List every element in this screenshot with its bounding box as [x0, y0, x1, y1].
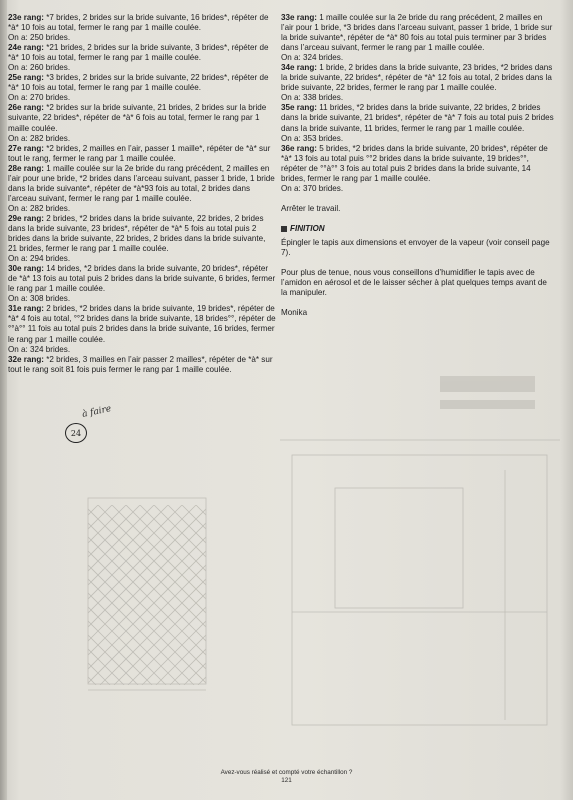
row-instruction [281, 63, 554, 103]
row-text: 1 maille coulée sur la 2e bride du rang précédent, 2 mailles en l’air pour 1 bride, *3 brides dans l’arceau suivant, passer 1 bride, 1 bride sur la bride suivante*, répéter de *à* 80 fois au total puis terminer par 3 brides dans l’arceau suivant, fermer le rang par 1 maille coulée. [281, 13, 553, 53]
footer-question: Avez-vous réalisé et compté votre échantillon ? [220, 769, 353, 776]
row-label: 27e rang: [8, 143, 44, 153]
row-total: On a: 250 brides. [8, 33, 71, 43]
row-total: On a: 353 brides. [281, 133, 344, 143]
row-total: On a: 294 brides. [8, 254, 71, 264]
row-total: On a: 338 brides. [281, 93, 344, 103]
row-label: 32e rang: [8, 354, 44, 364]
row-text: 2 brides, *2 brides dans la bride suivante, 19 brides*, répéter de *à* 4 fois au total, °°2 brides dans la bride suivante, 18 brides°°, répéter de °°à°° 11 fois au total puis 2 brides dans la bride suivante, 16 brides, fermer le rang par 1 maille coulée. [8, 304, 276, 344]
row-text: *7 brides, 2 brides sur la bride suivante, 16 brides*, répéter de *à* 10 fois au total, fermer le rang par 1 maille coulée. [8, 13, 269, 33]
row-total: On a: 324 brides. [8, 344, 71, 354]
row-text: 14 brides, *2 brides dans la bride suivante, 20 brides*, répéter de *à* 13 fois au total puis 2 brides dans la bride suivante, 6 brides, fermer le rang par 1 maille coulée. [8, 264, 276, 294]
row-total: On a: 270 brides. [8, 93, 71, 103]
row-instruction [8, 13, 276, 43]
row-total: On a: 308 brides. [8, 294, 71, 304]
row-text: *3 brides, 2 brides sur la bride suivante, 22 brides*, répéter de *à* 10 fois au total, fermer le rang par 1 maille coulée. [8, 73, 269, 93]
row-text: *2 brides, 3 mailles en l’air passer 2 mailles*, répéter de *à* sur tout le rang soit 81 fois puis fermer le rang par 1 maille coulée. [8, 354, 273, 374]
row-text: 11 brides, *2 brides dans la bride suivante, 22 brides, 2 brides dans la bride suivante, 21 brides*, répéter de *à* 7 fois au total puis 2 brides dans la bride suivante, 11 brides, fermer le rang par 1 maille coulée. [281, 103, 554, 133]
row-label: 33e rang: [281, 13, 317, 22]
row-instruction [8, 43, 276, 73]
row-text: 5 brides, *2 brides dans la bride suivante, 20 brides*, répéter de *à* 13 fois au total puis °°2 brides dans la bride suivante, 19 brides°°, répéter de °°à°° 3 fois au total puis 2 brides dans la bride suivante, 14 brides, fermer le rang par 1 maille coulée. [281, 143, 548, 183]
row-total: On a: 260 brides. [8, 63, 71, 73]
row-label: 29e rang: [8, 213, 44, 223]
row-total: On a: 370 brides. [281, 183, 344, 193]
row-total: On a: 324 brides. [281, 53, 344, 63]
row-instruction [8, 304, 276, 354]
square-bullet-icon [281, 226, 287, 232]
row-total: On a: 282 brides. [8, 203, 71, 213]
author-name: Monika [281, 308, 308, 318]
finition-title: FINITION [290, 223, 325, 233]
page-number: 121 [281, 777, 292, 784]
row-instruction [8, 264, 276, 304]
row-instruction [8, 103, 276, 143]
instructions-right-column [281, 13, 554, 318]
finition-heading [281, 224, 554, 234]
row-text: 1 bride, 2 brides dans la bride suivante, 23 brides, *2 brides dans la bride suivante, 22 brides*, répéter de *à* 12 fois au total, 2 brides dans la bride suivante, 22 brides, fermer le rang par 1 maille coulée. [281, 63, 553, 93]
row-text: *21 brides, 2 brides sur la bride suivante, 3 brides*, répéter de *à* 10 fois au total, fermer le rang par 1 maille coulée. [8, 43, 269, 63]
row-label: 24e rang: [8, 43, 44, 53]
finition-paragraph-1: Épingler le tapis aux dimensions et envoyer de la vapeur (voir conseil page 7). [281, 237, 550, 257]
row-instruction [8, 144, 276, 164]
row-label: 26e rang: [8, 103, 44, 113]
row-label: 25e rang: [8, 73, 44, 83]
row-instruction [8, 73, 276, 103]
row-total: On a: 282 brides. [8, 133, 71, 143]
row-instruction [281, 13, 554, 63]
row-label: 31e rang: [8, 304, 44, 314]
row-label: 30e rang: [8, 264, 44, 274]
instructions-left-column [8, 13, 276, 375]
handwritten-note: à faire [81, 404, 113, 420]
row-instruction [8, 164, 276, 214]
row-text: *2 brides, 2 mailles en l’air, passer 1 maille*, répéter de *à* sur tout le rang, fermer le rang par 1 maille coulée. [8, 143, 271, 163]
row-label: 28e rang: [8, 163, 44, 173]
row-label: 36e rang: [281, 143, 317, 153]
row-instruction [281, 144, 554, 194]
handwritten-circled-number: 24 [65, 423, 87, 443]
finition-paragraph-2: Pour plus de tenue, nous vous conseillons d’humidifier le tapis avec de l’amidon en aérosol et de le laisser sécher à plat quelques temps avant de la manipuler. [281, 268, 547, 298]
row-label: 35e rang: [281, 103, 317, 113]
row-label: 23e rang: [8, 13, 44, 22]
row-instruction [8, 214, 276, 264]
stop-work-text: Arrêter le travail. [281, 203, 341, 213]
row-text: *2 brides sur la bride suivante, 21 brides, 2 brides sur la bride suivante, 22 brides*, répéter de *à* 6 fois au total, fermer le rang par 1 maille coulée. [8, 103, 267, 133]
page-footer [0, 769, 573, 785]
row-instruction [8, 355, 276, 375]
row-instruction [281, 103, 554, 143]
row-text: 2 brides, *2 brides dans la bride suivante, 22 brides, 2 brides dans la bride suivante, 23 brides*, répéter de *à* 5 fois au total puis 2 brides dans la bride suivante, 22 brides, 2 brides dans la bride suivante, 21 brides, fermer le rang par 1 maille coulée. [8, 213, 266, 254]
row-text: 1 maille coulée sur la 2e bride du rang précédent, 2 mailles en l’air pour une bride, *2 brides dans l’arceau suivant, passer 1 bride, 1 bride dans la bride suivante*, répéter de *à*93 fois au total, 2 brides dans l’arceau suivant, fermer le rang par 1 maille coulée. [8, 163, 275, 203]
row-label: 34e rang: [281, 63, 317, 73]
